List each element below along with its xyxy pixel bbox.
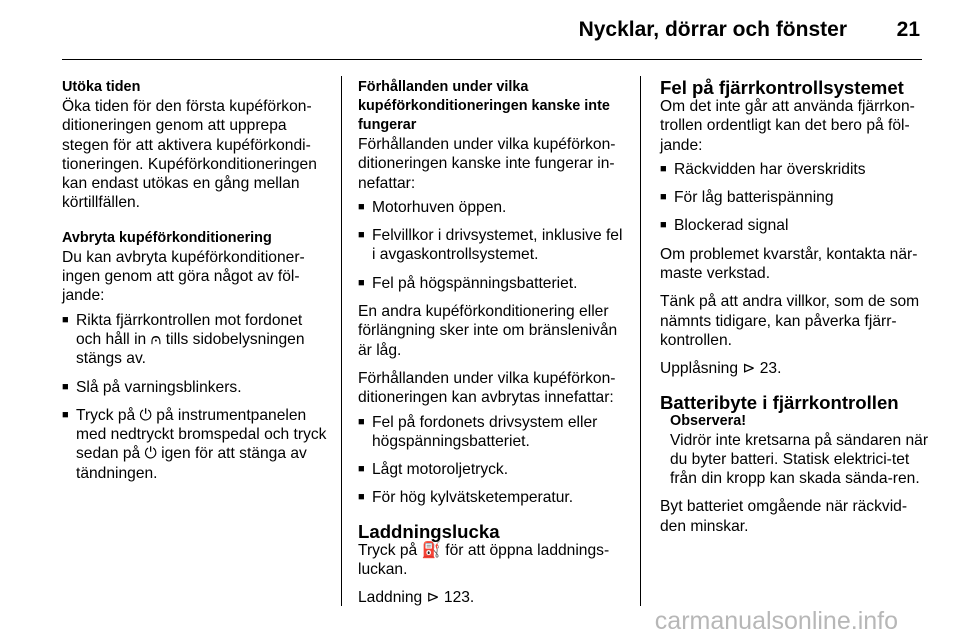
cross-reference: Laddning ⊳ 123.	[358, 589, 475, 607]
bullet-list	[660, 160, 930, 236]
note-box	[660, 412, 930, 489]
section-heading: Förhållanden under vilka kupéförkonditioneringen kanske inte fungerar	[358, 79, 610, 133]
list-item: ■ För hög kylvätsketemperatur.	[358, 488, 626, 507]
column-1	[62, 78, 330, 492]
paragraph: Du kan avbryta kupéförkonditioner-ingen genom att göra något av föl-jande:	[62, 248, 305, 305]
paragraph: Tryck på ⛽ för att öppna laddnings-luckan.	[358, 541, 610, 579]
list-item: ■ Slå på varningsblinkers.	[62, 378, 330, 397]
section-heading: Utöka tiden	[62, 79, 141, 95]
section-heading: Avbryta kupéförkonditionering	[62, 229, 272, 246]
watermark: carmanualsonline.info	[654, 607, 898, 635]
list-item: ■ Rikta fjärrkontrollen mot fordonet och håll in ⩀ tills sidobelysningen stängs av.	[62, 311, 330, 369]
column-divider	[640, 76, 641, 606]
paragraph: Om det inte går att använda fjärrkon-trollen ordentligt kan det bero på föl-jande:	[660, 98, 915, 154]
note-title: Observera!	[670, 412, 746, 429]
list-item: ■ Blockerad signal	[660, 216, 930, 235]
bullet-list	[62, 311, 330, 483]
page-title: Nycklar, dörrar och fönster	[578, 18, 847, 41]
column-3	[660, 78, 930, 545]
note-text: Vidrör inte kretsarna på sändaren när du byter batteri. Statisk elektrici-tet från din kropp kan skada sända-ren.	[670, 431, 929, 488]
section-heading: Fel på fjärrkontrollsystemet	[660, 77, 904, 98]
paragraph: Tänk på att andra villkor, som de som nämnts tidigare, kan påverka fjärr-kontrollen.	[660, 293, 920, 349]
section-heading: Laddningslucka	[358, 520, 500, 542]
paragraph: Öka tiden för den första kupéförkon-ditioneringen genom att upprepa stegen för att aktivera kupéförkondi-tioneringen. Kupéförkonditioneringen kan endast utökas en gång mellan körtillfällen.	[62, 98, 317, 212]
bullet-list	[358, 198, 626, 293]
cross-reference: Upplåsning ⊳ 23.	[660, 360, 782, 378]
list-item: ■ Fel på fordonets drivsystem eller högspänningsbatteriet.	[358, 413, 626, 452]
page-number: 21	[896, 18, 920, 41]
list-item: ■ Lågt motoroljetryck.	[358, 460, 626, 479]
section-heading: Batteribyte i fjärrkontrollen	[660, 391, 899, 413]
paragraph: En andra kupéförkonditionering eller förlängning sker inte om bränslenivån är låg.	[358, 303, 618, 359]
list-item: ■ Tryck på ⏻ på instrumentpanelen med nedtryckt bromspedal och tryck sedan på ⏻ igen för att stänga av tändningen.	[62, 406, 330, 483]
paragraph: Förhållanden under vilka kupéförkon-ditioneringen kan avbrytas innefattar:	[358, 369, 616, 407]
list-item: ■ Motorhuven öppen.	[358, 198, 626, 217]
list-item: ■ För låg batterispänning	[660, 188, 930, 207]
header-rule	[62, 59, 922, 60]
column-divider	[341, 76, 342, 606]
page-header	[0, 0, 960, 60]
column-2	[358, 78, 626, 617]
list-item: ■ Fel på högspänningsbatteriet.	[358, 274, 626, 293]
paragraph: Om problemet kvarstår, kontakta när-maste verkstad.	[660, 245, 918, 283]
list-item: ■ Räckvidden har överskridits	[660, 160, 930, 179]
list-item: ■ Felvillkor i drivsystemet, inklusive fel i avgaskontrollsystemet.	[358, 226, 626, 265]
paragraph: Förhållanden under vilka kupéförkon-ditioneringen kanske inte fungerar in-nefattar:	[358, 136, 616, 192]
paragraph: Byt batteriet omgående när räckvid-den minskar.	[660, 498, 908, 535]
bullet-list	[358, 413, 626, 508]
